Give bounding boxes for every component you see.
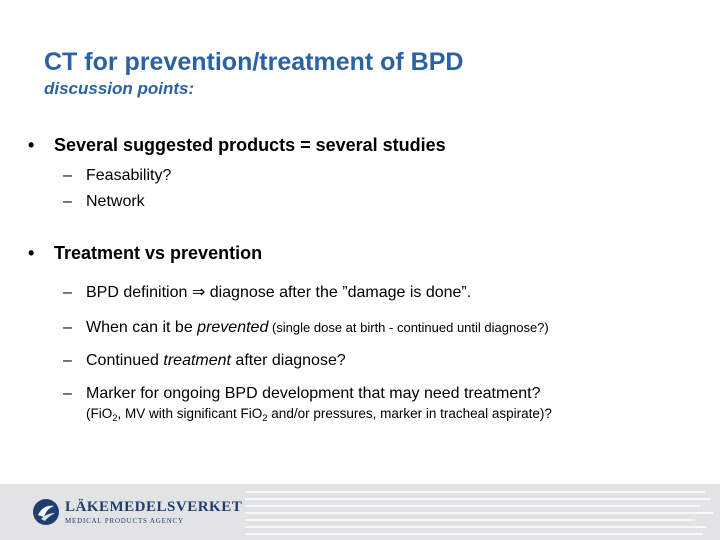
footer-band [0,484,720,540]
sub-text: When can it be prevented (single dose at birth - continued until diagnose?) [86,319,549,336]
slide-subtitle: discussion points: [44,79,195,98]
sub-text: Network [86,193,145,210]
sub-text: Feasability? [86,167,172,184]
sub-marker: – [63,193,72,210]
sub-marker: – [63,352,72,369]
implies-symbol: ⇒ [191,284,206,301]
bullet-text: Several suggested products = several studies [54,135,446,155]
sub-marker: – [63,319,72,336]
footer-texture [245,488,715,538]
sub-text: Marker for ongoing BPD development that may need treatment? [86,385,541,402]
sub-marker: – [63,385,72,402]
agency-logo [32,498,242,528]
logo-name: LÄKEMEDELSVERKET [65,499,243,515]
sub-text: Continued treatment after diagnose? [86,352,346,369]
parenthetical-note: (single dose at birth - continued until diagnose?) [268,320,549,335]
sub-marker: – [63,284,72,301]
bullet-marker: • [28,243,35,263]
bird-logo-icon [32,498,60,526]
emphasis-text: prevented [197,319,269,336]
slide-title: CT for prevention/treatment of BPD [44,48,464,76]
sub-detail: (FiO$_2$, MV with significant FiO$_2$ and/or pressures, marker in tracheal aspirate)? [86,406,552,424]
bullet-text: Treatment vs prevention [54,243,263,263]
bullet-marker: • [28,135,35,155]
sub-text: BPD definition ⇒ diagnose after the ”damage is done”. [86,284,472,301]
emphasis-text: treatment [163,352,231,369]
sub-marker: – [63,167,72,184]
logo-subtitle: MEDICAL PRODUCTS AGENCY [65,517,184,525]
